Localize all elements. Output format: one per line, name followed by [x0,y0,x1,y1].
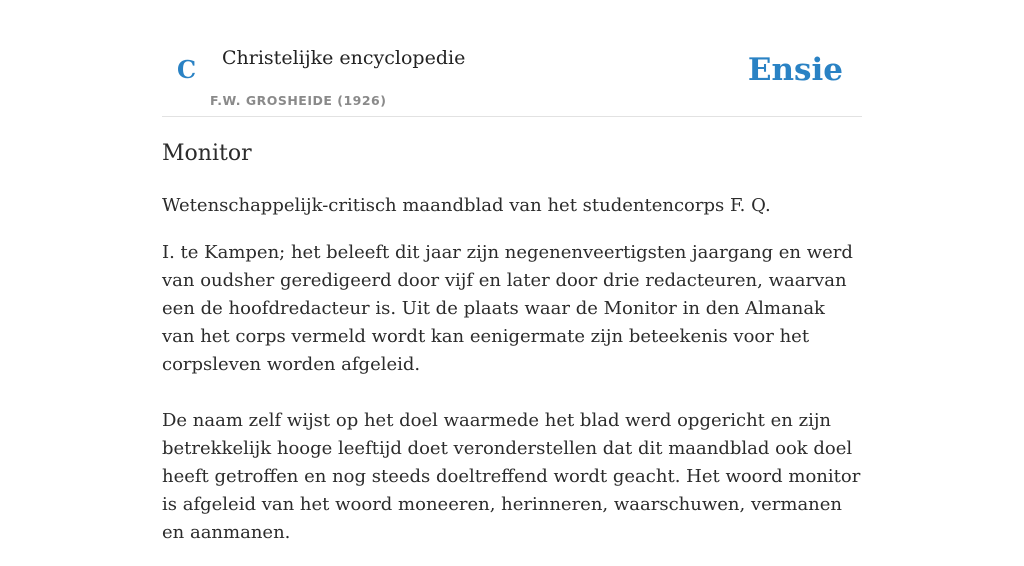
article-paragraph: De naam zelf wijst op het doel waarmede het blad werd opgericht en zijn betrekkelijk hooge leeftijd doet veronderstellen dat dit maandblad ook doel heeft getroffen en nog steeds doeltreffend wordt geacht. Het woord monitor is afgeleid van het woord moneeren, herinneren, waarschuwen, vermanen en aanmanen. [162,410,861,543]
brand-logo-link[interactable]: Ensie [747,52,843,88]
author-line: F.W. GROSHEIDE (1926) [210,93,387,108]
encyclopedia-initial-badge[interactable]: C [177,55,197,84]
article-body [162,192,862,566]
article-paragraph: I. te Kampen; het beleeft dit jaar zijn negenenveertigsten jaargang en werd van oudsher geredigeerd door vijf en later door drie redacteuren, waarvan een de hoofdredacteur is. Uit de plaats waar de Monitor in den Almanak van het corps vermeld wordt kan eenigermate zijn beteekenis voor het corpsleven worden afgeleid. [162,242,853,375]
article-title: Monitor [162,141,252,166]
page [162,0,862,543]
encyclopedia-title[interactable]: Christelijke encyclopedie [222,47,466,69]
header [162,0,862,117]
article-paragraph: Wetenschappelijk-critisch maandblad van het studentencorps F. Q. [162,195,771,216]
